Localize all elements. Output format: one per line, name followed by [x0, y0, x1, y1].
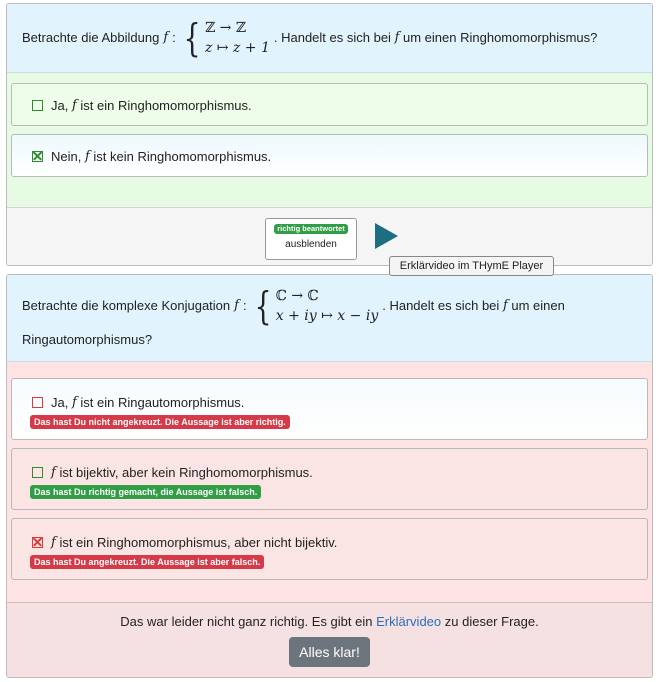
feedback-badge: Das hast Du richtig gemacht, die Aussage ist falsch. [30, 485, 261, 499]
feedback-badge: Das hast Du angekreuzt. Die Aussage ist aber falsch. [30, 555, 264, 569]
checkbox-unchecked-icon[interactable] [32, 397, 43, 408]
status-badge: richtig beantwortet [274, 224, 348, 234]
hide-result-button[interactable]: richtig beantwortet ausblenden [265, 218, 357, 260]
question-1-formula: f : { ℤ → ℤ z ↦ z + 1 [163, 16, 270, 60]
answer-list-1 [7, 73, 652, 207]
answer-list-2 [7, 362, 652, 602]
ok-button[interactable]: Alles klar! [289, 637, 370, 667]
feedback-message: Das war leider nicht ganz richtig. Es gibt ein Erklärvideo zu dieser Frage. [120, 614, 539, 629]
checkbox-checked-icon[interactable] [32, 151, 43, 162]
question-2-formula: f : { ℂ → ℂ x + iy ↦ x − iy [234, 284, 379, 328]
video-tooltip: Erklärvideo im THymE Player [389, 256, 554, 276]
checkbox-checked-icon[interactable] [32, 537, 43, 548]
question-card-2 [6, 274, 653, 678]
checkbox-unchecked-icon[interactable] [32, 100, 43, 111]
play-video-icon[interactable] [375, 223, 398, 249]
answer-option[interactable]: Ja, f ist ein Ringhomomorphismus. [11, 83, 648, 126]
question-2-text: Betrachte die komplexe Konjugation f : { ℂ → ℂ x + iy ↦ x − iy . Handelt es sich bei f um einen Ringautomorphismus? [7, 275, 652, 362]
answer-option[interactable]: Ja, f ist ein Ringautomorphismus. Das hast Du nicht angekreuzt. Die Aussage ist aber richtig. [11, 378, 648, 440]
answer-option[interactable]: f ist ein Ringhomomorphismus, aber nicht bijektiv. Das hast Du angekreuzt. Die Aussage ist aber falsch. [11, 518, 648, 580]
question-1-prefix: Betrachte die Abbildung [22, 30, 160, 45]
answer-option[interactable]: Nein, f ist kein Ringhomomorphismus. [11, 134, 648, 177]
question-1-footer [7, 207, 652, 266]
checkbox-unchecked-icon[interactable] [32, 467, 43, 478]
question-1-text: Betrachte die Abbildung f : { ℤ → ℤ z ↦ z + 1 . Handelt es sich bei f um einen Ringhomomorphismus? [7, 4, 652, 73]
answer-option[interactable]: f ist bijektiv, aber kein Ringhomomorphismus. Das hast Du richtig gemacht, die Aussage ist falsch. [11, 448, 648, 510]
feedback-badge: Das hast Du nicht angekreuzt. Die Aussage ist aber richtig. [30, 415, 290, 429]
question-card-1 [6, 3, 653, 266]
question-2-footer [7, 602, 652, 678]
explainer-video-link[interactable]: Erklärvideo [376, 614, 442, 629]
